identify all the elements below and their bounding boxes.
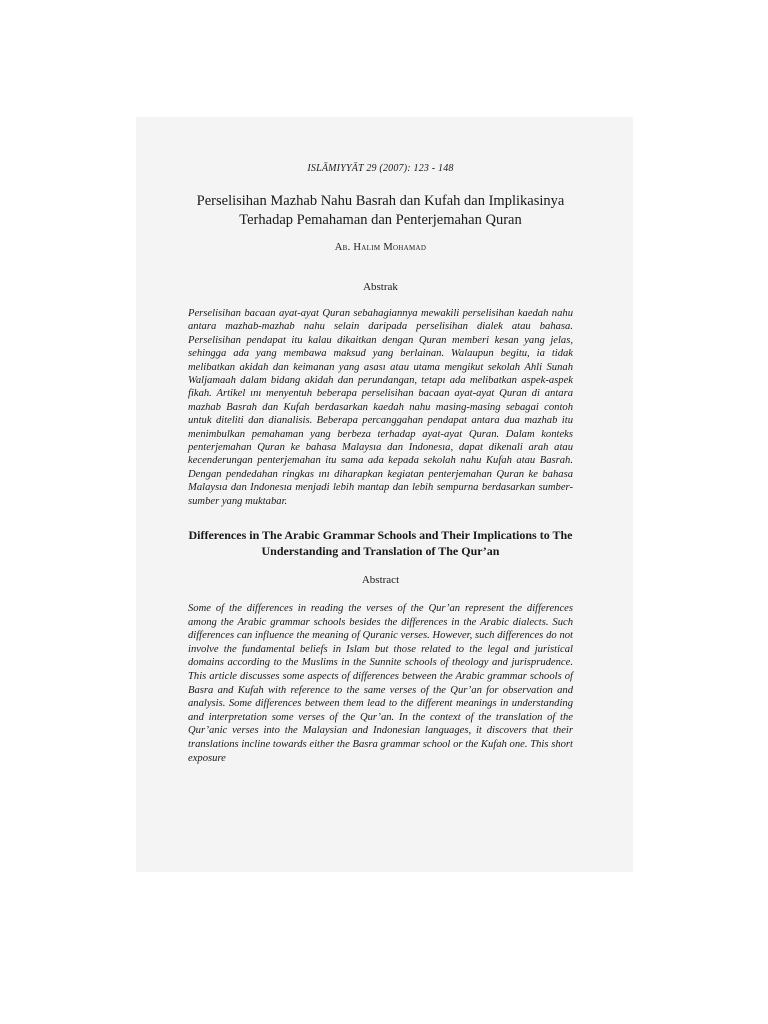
author-name: Ab. Halim Mohamad [334, 242, 427, 253]
abstrak-text: Perselisihan bacaan ayat-ayat Quran sebahagiannya mewakili perselisihan kaedah nahu antara mazhab-mazhab nahu selain daripada perselisihan dialek atau bahasa. Perselisihan pendapat itu kalau dikaitkan dengan Quran memberi kesan yang jelas, sehingga ada yang membawa maksud yang berlainan. Walaupun begitu, ia tidak melibatkan akidah dan keimanan yang asası atau utama mengikut sekolah Ahli Sunah Waljamaah dalam bidang akidah dan perundangan, tetapı ada melibatkan aspek-aspek fikah. Artikel ını menyentuh beberapa perselisihan bacaan ayat-ayat Quran di antara mazhab Basrah dan Kufah berdasarkan kaedah nahu masing-masing sebagai contoh untuk diteliti dan dianalisis. Beberapa percanggahan pendapat antara dua mazhab itu menimbulkan pemahaman yang berbeza terhadap ayat-ayat Quran. Dalam konteks penterjemahan Quran ke bahasa Malaysıa dan Indonesıa, dapat dikenali arah atau kecenderungan penterjemahan itu sama ada kepada sekolah nahu Kufah atau Basrah. Dengan pendedahan ringkas ını diharapkan kegiatan penterjemahan Quran ke bahasa Malaysıa dan Indonesıa menjadi lebih mantap dan lebih sempurna berdasarkan sumber-sumber yang muktabar. [188, 308, 573, 507]
abstract-text: Some of the differences in reading the verses of the Qur’an represent the differences among the Arabic grammar schools besides the differences in the Arabic dialects. Such differences can influence the meaning of Quranic verses. However, such differences do not involve the fundamental beliefs in Islam but those related to the legal and juristical domains according to the Muslims in the Sunnite schools of theology and jurisprudence. This article discusses some aspects of differences between the Arabic grammar schools of Basra and Kufah with reference to the same verses of the Qur’an for observation and analysis. Some differences between them lead to the different meanings in understanding and interpretation some verses of the Qur’an. In the context of the translation of the Qur’anic verses into the Malaysian and Indonesian languages, it discovers that their translations incline towards either the Basra grammar school or the Kufah one. This short exposure [188, 603, 573, 764]
article-title-malay: Perselisihan Mazhab Nahu Basrah dan Kufah dan Implikasinya Terhadap Pemahaman dan Penterjemahan Quran [196, 193, 565, 228]
journal-citation: ISLĀMIYYĀT 29 (2007): 123 - 148 [307, 163, 454, 174]
paper-page [136, 117, 633, 776]
abstract-heading: Abstract [361, 574, 400, 587]
abstrak-heading: Abstrak [363, 281, 398, 293]
article-title-english: Differences in The Arabic Grammar Schools and Their Implications to The Understanding and Translation of The Qur’an [188, 528, 573, 558]
